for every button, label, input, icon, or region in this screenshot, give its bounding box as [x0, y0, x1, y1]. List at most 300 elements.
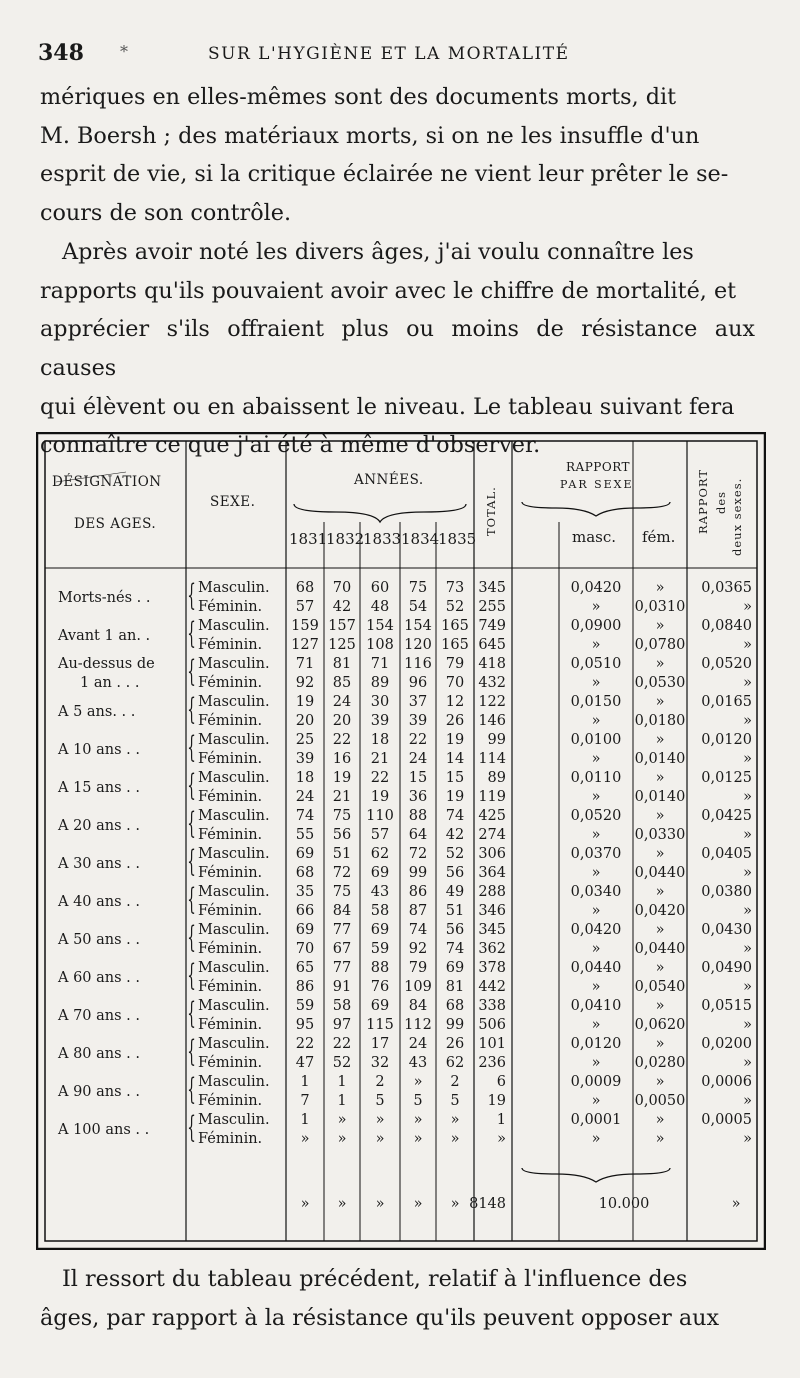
data-cell: 39 — [408, 713, 428, 729]
header-fem: fém. — [642, 528, 676, 546]
data-cell: 0,0540 — [634, 979, 686, 995]
data-cell: » — [655, 960, 665, 976]
mortality-table — [36, 432, 766, 1250]
header-rapport-deux-sexes: deux sexes. — [730, 477, 744, 556]
sex-cell: Féminin. — [198, 713, 263, 729]
data-cell: 362 — [478, 941, 506, 957]
data-cell: 68 — [445, 998, 465, 1014]
data-cell: 114 — [478, 751, 506, 767]
data-cell: » — [743, 713, 752, 729]
data-cell: 24 — [332, 694, 352, 710]
data-cell: 112 — [404, 1017, 432, 1033]
data-cell: 70 — [332, 580, 352, 596]
brace-icon: { — [187, 996, 196, 1031]
data-cell: » — [591, 751, 601, 767]
data-cell: 69 — [445, 960, 465, 976]
data-cell: 26 — [445, 1036, 465, 1052]
data-cell: » — [655, 846, 665, 862]
data-cell: » — [591, 865, 601, 881]
data-cell: 86 — [408, 884, 428, 900]
sex-cell: Masculin. — [198, 618, 270, 634]
brace-icon: { — [187, 578, 196, 613]
data-cell: » — [337, 1112, 347, 1128]
sex-cell: Féminin. — [198, 789, 263, 805]
sex-cell: Féminin. — [198, 827, 263, 843]
data-cell: 115 — [366, 1017, 394, 1033]
data-cell: » — [591, 979, 601, 995]
data-cell: » — [655, 732, 665, 748]
data-cell: 84 — [408, 998, 428, 1014]
text-line: connaître ce que j'ai été à même d'observer. — [40, 432, 541, 459]
data-cell: 108 — [366, 637, 394, 653]
data-cell: 65 — [295, 960, 315, 976]
data-cell: 0,0140 — [634, 789, 686, 805]
data-cell: 86 — [295, 979, 315, 995]
data-cell: 19 — [445, 789, 465, 805]
total-cell: » — [375, 1196, 385, 1212]
data-cell: 2 — [450, 1074, 460, 1090]
data-cell: 57 — [295, 599, 315, 615]
data-cell: 1 — [300, 1112, 310, 1128]
text-line — [40, 233, 755, 272]
data-cell: 0,0420 — [634, 903, 686, 919]
data-cell: 288 — [478, 884, 506, 900]
age-label: A 5 ans. . . — [58, 704, 136, 720]
data-cell: » — [591, 637, 601, 653]
data-cell: 0,0530 — [634, 675, 686, 691]
data-cell: 74 — [295, 808, 315, 824]
sex-cell: Féminin. — [198, 637, 263, 653]
data-cell: 165 — [441, 618, 469, 634]
data-cell: » — [655, 1131, 665, 1147]
data-cell: » — [743, 637, 752, 653]
age-label: 1 an . . . — [80, 675, 140, 691]
data-cell: 338 — [478, 998, 506, 1014]
data-cell: » — [743, 865, 752, 881]
age-label: Morts-nés . . — [58, 590, 151, 606]
brace-icon: { — [187, 958, 196, 993]
data-cell: 2 — [375, 1074, 385, 1090]
paragraph-conclusion — [40, 1260, 755, 1337]
data-cell: 0,0420 — [570, 922, 622, 938]
data-cell: » — [591, 789, 601, 805]
data-cell: 20 — [295, 713, 315, 729]
text-line: cours de son contrôle. — [40, 200, 292, 227]
sex-cell: Masculin. — [198, 1112, 270, 1128]
sex-cell: Masculin. — [198, 1074, 270, 1090]
data-cell: » — [591, 599, 601, 615]
data-cell: 364 — [478, 865, 506, 881]
data-cell: 30 — [370, 694, 390, 710]
data-cell: 0,0280 — [634, 1055, 686, 1071]
data-cell: » — [497, 1131, 506, 1147]
data-cell: 0,0840 — [701, 618, 752, 634]
data-cell: 125 — [328, 637, 356, 653]
header-par-sexe: PAR SEXE — [560, 478, 634, 491]
data-cell: 81 — [445, 979, 465, 995]
data-cell: 77 — [332, 960, 352, 976]
brace-icon: { — [187, 692, 196, 727]
data-cell: 56 — [445, 922, 465, 938]
page-number: 348 — [38, 40, 84, 66]
brace-icon: { — [187, 920, 196, 955]
data-cell: 69 — [295, 846, 315, 862]
data-cell: 159 — [291, 618, 319, 634]
data-cell: 51 — [332, 846, 352, 862]
age-label: A 15 ans . . — [58, 780, 141, 796]
data-cell: 506 — [478, 1017, 506, 1033]
header-rapport-deux: RAPPORT — [696, 469, 710, 534]
data-cell: 0,0620 — [634, 1017, 686, 1033]
age-label: Au-dessus de — [58, 656, 155, 672]
data-cell: » — [591, 827, 601, 843]
data-cell: 120 — [404, 637, 432, 653]
text-line: qui élèvent ou en abaissent le niveau. Le tableau suivant fera — [40, 393, 735, 420]
data-cell: 66 — [295, 903, 315, 919]
data-cell: 0,0405 — [701, 846, 752, 862]
data-cell: » — [591, 941, 601, 957]
data-cell: » — [591, 1017, 601, 1033]
data-cell: 75 — [332, 808, 352, 824]
data-cell: 6 — [496, 1074, 506, 1090]
sex-cell: Féminin. — [198, 599, 263, 615]
sex-cell: Masculin. — [198, 580, 270, 596]
data-cell: 74 — [445, 808, 465, 824]
data-cell: » — [655, 998, 665, 1014]
data-cell: 69 — [370, 865, 390, 881]
header-rapport: RAPPORT — [566, 460, 631, 474]
data-cell: 52 — [445, 846, 465, 862]
year-header: 1833 — [363, 530, 402, 548]
data-cell: 39 — [370, 713, 390, 729]
data-cell: » — [450, 1131, 460, 1147]
data-cell: 92 — [408, 941, 428, 957]
sex-cell: Féminin. — [198, 1093, 263, 1109]
data-cell: 0,0780 — [634, 637, 686, 653]
header-rapport-des: des — [714, 490, 728, 514]
sex-cell: Féminin. — [198, 675, 263, 691]
data-cell: 345 — [478, 922, 506, 938]
data-cell: 64 — [408, 827, 428, 843]
data-cell: 59 — [295, 998, 315, 1014]
total-cell: 10.000 — [598, 1196, 650, 1212]
data-cell: 26 — [445, 713, 465, 729]
total-cell: » — [450, 1196, 460, 1212]
data-cell: 22 — [370, 770, 390, 786]
data-cell: 116 — [404, 656, 432, 672]
data-cell: 5 — [413, 1093, 423, 1109]
data-cell: 274 — [478, 827, 506, 843]
data-cell: 57 — [370, 827, 390, 843]
data-cell: 85 — [332, 675, 352, 691]
sex-cell: Féminin. — [198, 1055, 263, 1071]
data-cell: 14 — [445, 751, 465, 767]
age-label: A 100 ans . . — [58, 1122, 150, 1138]
data-cell: » — [655, 922, 665, 938]
data-cell: 7 — [300, 1093, 310, 1109]
data-cell: 0,0005 — [701, 1112, 752, 1128]
data-cell: 1 — [496, 1112, 506, 1128]
data-cell: 49 — [445, 884, 465, 900]
data-cell: 59 — [370, 941, 390, 957]
data-cell: 68 — [295, 865, 315, 881]
data-cell: 24 — [408, 751, 428, 767]
data-cell: 84 — [332, 903, 352, 919]
data-cell: 75 — [332, 884, 352, 900]
data-cell: » — [591, 713, 601, 729]
sex-cell: Masculin. — [198, 998, 270, 1014]
data-cell: 127 — [291, 637, 319, 653]
data-cell: 55 — [295, 827, 315, 843]
data-cell: » — [591, 1093, 601, 1109]
data-cell: 18 — [295, 770, 315, 786]
data-cell: » — [655, 694, 665, 710]
total-cell: » — [413, 1196, 423, 1212]
data-cell: 68 — [295, 580, 315, 596]
sex-cell: Féminin. — [198, 1017, 263, 1033]
data-cell: 0,0180 — [634, 713, 686, 729]
data-cell: 24 — [408, 1036, 428, 1052]
brace-icon: { — [187, 882, 196, 917]
data-cell: 154 — [404, 618, 432, 634]
data-cell: » — [743, 979, 752, 995]
header-des-ages: DES AGES. — [74, 516, 157, 532]
data-cell: 24 — [295, 789, 315, 805]
data-cell: 122 — [478, 694, 506, 710]
year-header: 1832 — [326, 530, 365, 548]
data-cell: 0,0515 — [701, 998, 752, 1014]
data-cell: 52 — [445, 599, 465, 615]
data-cell: 87 — [408, 903, 428, 919]
total-cell: 8148 — [469, 1196, 506, 1212]
data-cell: 56 — [445, 865, 465, 881]
data-cell: 69 — [370, 998, 390, 1014]
brace-icon: { — [187, 730, 196, 765]
data-cell: 146 — [478, 713, 506, 729]
brace-icon: { — [187, 1072, 196, 1107]
data-cell: 92 — [295, 675, 315, 691]
data-cell: 0,0050 — [634, 1093, 686, 1109]
data-cell: 37 — [408, 694, 428, 710]
data-cell: 36 — [408, 789, 428, 805]
data-cell: 154 — [366, 618, 394, 634]
age-label: A 80 ans . . — [58, 1046, 141, 1062]
data-cell: 0,0001 — [570, 1112, 622, 1128]
data-cell: 0,0009 — [570, 1074, 622, 1090]
year-header: 1835 — [438, 530, 477, 548]
data-cell: 346 — [478, 903, 506, 919]
data-cell: 0,0120 — [570, 1036, 622, 1052]
data-cell: 77 — [332, 922, 352, 938]
page-header — [38, 40, 760, 72]
data-cell: » — [655, 884, 665, 900]
data-cell: » — [655, 580, 665, 596]
data-cell: 58 — [370, 903, 390, 919]
data-cell: 306 — [478, 846, 506, 862]
data-cell: 1 — [337, 1074, 347, 1090]
data-cell: 0,0006 — [701, 1074, 752, 1090]
data-cell: 20 — [332, 713, 352, 729]
data-cell: » — [450, 1112, 460, 1128]
data-cell: » — [743, 1093, 752, 1109]
brace-icon: { — [187, 806, 196, 841]
data-cell: 0,0520 — [570, 808, 622, 824]
data-cell: 89 — [370, 675, 390, 691]
data-cell: 15 — [408, 770, 428, 786]
data-cell: » — [743, 675, 752, 691]
sex-cell: Masculin. — [198, 960, 270, 976]
data-cell: 69 — [370, 922, 390, 938]
data-cell: 0,0120 — [701, 732, 752, 748]
total-cell: » — [731, 1196, 741, 1212]
data-cell: » — [743, 599, 752, 615]
data-cell: » — [375, 1131, 385, 1147]
sex-cell: Masculin. — [198, 694, 270, 710]
text-line: M. Boersh ; des matériaux morts, si on ne les insuffle d'un — [40, 122, 700, 149]
data-cell: 0,0510 — [570, 656, 622, 672]
sex-cell: Féminin. — [198, 941, 263, 957]
sex-cell: Masculin. — [198, 884, 270, 900]
total-cell: » — [300, 1196, 310, 1212]
age-label: A 70 ans . . — [58, 1008, 141, 1024]
data-cell: 645 — [478, 637, 506, 653]
brace-icon: { — [187, 654, 196, 689]
brace-icon: { — [187, 616, 196, 651]
data-cell: » — [413, 1112, 423, 1128]
data-cell: 99 — [408, 865, 428, 881]
age-label: A 50 ans . . — [58, 932, 141, 948]
data-cell: » — [591, 1131, 601, 1147]
data-cell: 0,0365 — [701, 580, 752, 596]
data-cell: » — [655, 1074, 665, 1090]
data-cell: 88 — [370, 960, 390, 976]
data-cell: 70 — [295, 941, 315, 957]
data-cell: » — [655, 1036, 665, 1052]
sex-cell: Masculin. — [198, 770, 270, 786]
text-line: mériques en elles-mêmes sont des documents morts, dit — [40, 84, 677, 110]
data-cell: 0,0380 — [701, 884, 752, 900]
data-cell: 0,0440 — [634, 941, 686, 957]
sex-cell: Masculin. — [198, 656, 270, 672]
data-cell: 62 — [370, 846, 390, 862]
data-cell: 432 — [478, 675, 506, 691]
data-cell: 81 — [332, 656, 352, 672]
data-cell: » — [413, 1074, 423, 1090]
data-cell: 43 — [370, 884, 390, 900]
data-cell: 22 — [332, 1036, 352, 1052]
text-line: rapports qu'ils pouvaient avoir avec le chiffre de mortalité, et — [40, 277, 737, 304]
data-cell: 0,0110 — [570, 770, 622, 786]
data-cell: » — [413, 1131, 423, 1147]
data-cell: 442 — [478, 979, 506, 995]
data-cell: 51 — [445, 903, 465, 919]
data-cell: 89 — [487, 770, 506, 786]
data-cell: 69 — [295, 922, 315, 938]
data-cell: 5 — [375, 1093, 385, 1109]
data-cell: 19 — [487, 1093, 506, 1109]
sex-cell: Féminin. — [198, 751, 263, 767]
sex-cell: Féminin. — [198, 903, 263, 919]
text-line: âges, par rapport à la résistance qu'ils peuvent opposer aux — [40, 1304, 720, 1331]
data-cell: » — [655, 770, 665, 786]
text-line-content: Il ressort du tableau précédent, relatif à l'influence des — [62, 1266, 688, 1292]
data-cell: 48 — [370, 599, 390, 615]
data-cell: » — [655, 808, 665, 824]
brace-icon: { — [187, 844, 196, 879]
text-line-content: Après avoir noté les divers âges, j'ai voulu connaître les — [62, 238, 694, 265]
data-cell: 21 — [370, 751, 390, 767]
data-cell: 15 — [445, 770, 465, 786]
data-cell: 0,0340 — [570, 884, 622, 900]
data-cell: 67 — [332, 941, 352, 957]
age-label: A 40 ans . . — [58, 894, 141, 910]
age-label: Avant 1 an. . — [58, 628, 151, 644]
sex-cell: Masculin. — [198, 922, 270, 938]
data-cell: » — [655, 656, 665, 672]
data-cell: 0,0125 — [701, 770, 752, 786]
data-cell: 71 — [370, 656, 390, 672]
data-cell: 42 — [445, 827, 465, 843]
text-line — [40, 1260, 755, 1299]
data-cell: 236 — [478, 1055, 506, 1071]
data-cell: 22 — [295, 1036, 315, 1052]
data-cell: 35 — [295, 884, 315, 900]
data-cell: 96 — [408, 675, 428, 691]
year-header: 1831 — [289, 530, 328, 548]
data-cell: 17 — [370, 1036, 390, 1052]
data-cell: » — [743, 827, 752, 843]
data-cell: 42 — [332, 599, 352, 615]
data-cell: 5 — [450, 1093, 460, 1109]
sex-cell: Féminin. — [198, 1131, 263, 1147]
sex-cell: Féminin. — [198, 979, 263, 995]
data-cell: 0,0200 — [701, 1036, 752, 1052]
header-designation: DÉSIGNATION — [52, 474, 162, 490]
data-cell: 79 — [445, 656, 465, 672]
data-cell: 18 — [370, 732, 390, 748]
data-cell: 60 — [370, 580, 390, 596]
header-masc: masc. — [572, 528, 617, 546]
data-cell: » — [655, 1112, 665, 1128]
data-cell: » — [375, 1112, 385, 1128]
data-cell: 0,0520 — [701, 656, 752, 672]
data-cell: 25 — [295, 732, 315, 748]
data-cell: 54 — [408, 599, 428, 615]
data-cell: 58 — [332, 998, 352, 1014]
data-cell: 0,0165 — [701, 694, 752, 710]
data-cell: 749 — [478, 618, 506, 634]
data-cell: 39 — [295, 751, 315, 767]
header-total: TOTAL. — [484, 486, 498, 536]
data-cell: 19 — [445, 732, 465, 748]
data-cell: 88 — [408, 808, 428, 824]
data-cell: 0,0370 — [570, 846, 622, 862]
header-annees: ANNÉES. — [354, 472, 424, 488]
data-cell: 47 — [295, 1055, 315, 1071]
data-cell: 0,0150 — [570, 694, 622, 710]
data-cell: 0,0310 — [634, 599, 686, 615]
data-cell: 418 — [478, 656, 506, 672]
total-cell: » — [337, 1196, 347, 1212]
data-cell: 0,0430 — [701, 922, 752, 938]
age-label: A 30 ans . . — [58, 856, 141, 872]
data-cell: 62 — [445, 1055, 465, 1071]
data-cell: 70 — [445, 675, 465, 691]
data-cell: 101 — [478, 1036, 506, 1052]
data-cell: » — [743, 1017, 752, 1033]
data-cell: 75 — [408, 580, 428, 596]
data-cell: 165 — [441, 637, 469, 653]
